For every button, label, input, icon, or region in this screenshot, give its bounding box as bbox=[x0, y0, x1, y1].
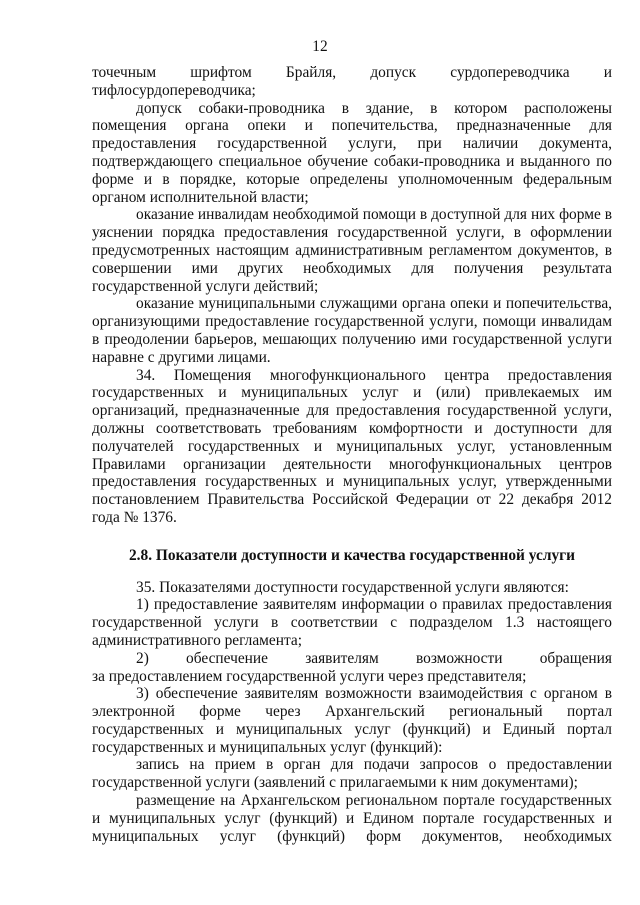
section-heading: 2.8. Показатели доступности и качества государственной услуги bbox=[128, 546, 576, 564]
paragraph-municipal-help: оказание муниципальными служащими органа опеки и попечительства, организующими предоставление государственной услуги, помощи инвалидам в преодолении барьеров, мешающих получению ими государственной услуги наравне с другими лицами. bbox=[92, 295, 612, 366]
paragraph-assistance: оказание инвалидам необходимой помощи в доступной для них форме в уяснении порядка предоставления государственной услуги, в оформлении предусмотренных настоящим административным регламентом документов, в совершении ими других необходимых для получения результата государственной услуги действий; bbox=[92, 206, 612, 295]
sub-item-appointment: запись на прием в орган для подачи запросов о предоставлении государственной услуги (заявлений с прилагаемыми к ним документами); bbox=[92, 756, 612, 792]
list-item-2-line-1: 2) обеспечение заявителям возможности обращения bbox=[136, 649, 612, 667]
paragraph-guide-dog: допуск собаки-проводника в здание, в котором расположены помещения органа опеки и попечительства, предназначенные для предоставления государственной услуги, при наличии документа, подтверждающего специальное обучение собаки-проводника и выданного по форме и в порядке, которые определены уполномоченным федеральным органом исполнительной власти; bbox=[92, 99, 612, 206]
paragraph-35: 35. Показателями доступности государственной услуги являются: bbox=[136, 578, 569, 596]
paragraph-34: 34. Помещения многофункционального центра предоставления государственных и муниципальных услуг и (или) привлекаемых им организаций, предназначенные для предоставления государственной услуги, должны соответствовать требованиям комфортности и доступности для получателей государственных и муниципальных услуг, установленным Правилами организации деятельности многофункциональных центров предоставления государственных и муниципальных услуг, утвержденными постановлением Правительства Российской Федерации от 22 декабря 2012 года № 1376. bbox=[92, 366, 612, 526]
page-number: 12 bbox=[312, 38, 328, 55]
page-body bbox=[92, 64, 612, 845]
list-item-3: 3) обеспечение заявителям возможности взаимодействия с органом в электронной форме через Архангельский региональный портал государственных и муниципальных услуг (функций) и Единый портал государственных и муниципальных услуг (функций): bbox=[92, 685, 612, 756]
list-item-1: 1) предоставление заявителям информации о правилах предоставления государственной услуги в соответствии с подразделом 1.3 настоящего административного регламента; bbox=[92, 596, 612, 649]
paragraph-braille: точечным шрифтом Брайля, допуск сурдопереводчика и тифлосурдопереводчика; bbox=[92, 64, 612, 99]
list-item-2-line-2: за предоставлением государственной услуги через представителя; bbox=[92, 667, 527, 685]
sub-item-forms: размещение на Архангельском региональном портале государственных и муниципальных услуг (функций) и Едином портале государственных и муниципальных услуг (функций) форм документов, необходимых bbox=[92, 792, 612, 845]
